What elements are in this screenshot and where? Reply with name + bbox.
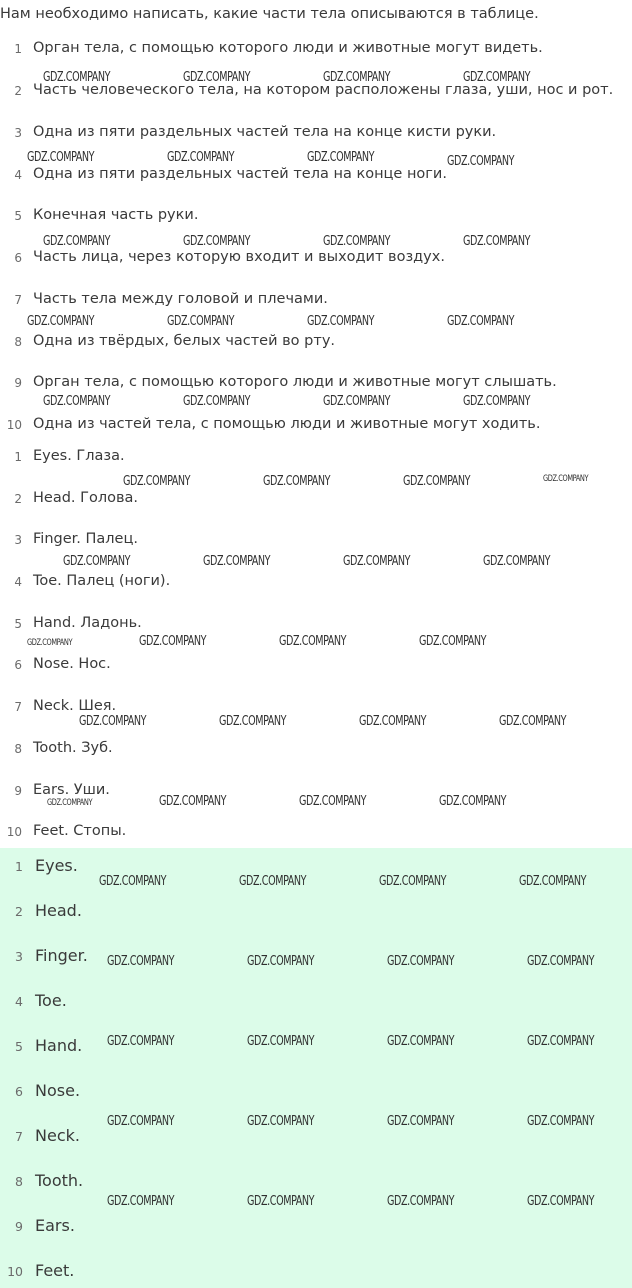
- watermark: GDZ.COMPANY: [387, 1194, 455, 1209]
- row-text: Nose. Нос.: [33, 656, 111, 672]
- watermark: GDZ.COMPANY: [323, 70, 391, 85]
- watermark: GDZ.COMPANY: [527, 1034, 595, 1049]
- row-text: Одна из пяти раздельных частей тела на конце кисти руки.: [33, 124, 497, 140]
- watermark: GDZ.COMPANY: [263, 474, 331, 489]
- watermark: GDZ.COMPANY: [47, 798, 93, 808]
- row-number: 6: [14, 251, 22, 265]
- row-text: Neck.: [35, 1126, 80, 1145]
- watermark: GDZ.COMPANY: [323, 234, 391, 249]
- watermark: GDZ.COMPANY: [543, 474, 589, 484]
- watermark: GDZ.COMPANY: [403, 474, 471, 489]
- row-number: 7: [14, 293, 22, 307]
- row-number: 7: [15, 1129, 23, 1144]
- row-text: Feet. Стопы.: [33, 823, 127, 839]
- row-text: Eyes.: [35, 856, 78, 875]
- row-number: 3: [14, 533, 22, 547]
- watermark: GDZ.COMPANY: [183, 394, 251, 409]
- watermark: GDZ.COMPANY: [447, 154, 515, 169]
- watermark: GDZ.COMPANY: [183, 70, 251, 85]
- watermark: GDZ.COMPANY: [527, 954, 595, 969]
- watermark: GDZ.COMPANY: [307, 150, 375, 165]
- watermark: GDZ.COMPANY: [359, 714, 427, 729]
- watermark: GDZ.COMPANY: [27, 314, 95, 329]
- watermark: GDZ.COMPANY: [159, 794, 227, 809]
- row-text: Hand. Ладонь.: [33, 615, 142, 631]
- row-text: Eyes. Глаза.: [33, 448, 125, 464]
- watermark: GDZ.COMPANY: [63, 554, 131, 569]
- watermark: GDZ.COMPANY: [167, 150, 235, 165]
- row-number: 5: [14, 617, 22, 631]
- watermark: GDZ.COMPANY: [483, 554, 551, 569]
- row-text: Одна из частей тела, с помощью люди и животные могут ходить.: [33, 416, 541, 432]
- row-text: Одна из твёрдых, белых частей во рту.: [33, 333, 336, 349]
- row-number: 5: [15, 1039, 23, 1054]
- row-text: Head.: [35, 901, 82, 920]
- watermark: GDZ.COMPANY: [247, 1194, 315, 1209]
- watermark: GDZ.COMPANY: [123, 474, 191, 489]
- watermark: GDZ.COMPANY: [43, 70, 111, 85]
- row-text: Neck. Шея.: [33, 698, 117, 714]
- row-text: Finger. Палец.: [33, 531, 138, 547]
- watermark: GDZ.COMPANY: [527, 1194, 595, 1209]
- row-number: 9: [14, 784, 22, 798]
- watermark: GDZ.COMPANY: [439, 794, 507, 809]
- row-number: 7: [14, 700, 22, 714]
- watermark: GDZ.COMPANY: [463, 394, 531, 409]
- row-text: Часть человеческого тела, на котором расположены глаза, уши, нос и рот.: [33, 82, 614, 98]
- row-text: Tooth.: [35, 1171, 84, 1190]
- row-text: Head. Голова.: [33, 490, 139, 506]
- row-number: 8: [14, 742, 22, 756]
- row-number: 3: [14, 126, 22, 140]
- watermark: GDZ.COMPANY: [43, 394, 111, 409]
- row-number: 4: [15, 994, 23, 1009]
- watermark: GDZ.COMPANY: [219, 714, 287, 729]
- row-number: 1: [14, 450, 22, 464]
- watermark: GDZ.COMPANY: [463, 234, 531, 249]
- row-text: Орган тела, с помощью которого люди и животные могут слышать.: [33, 374, 557, 390]
- row-text: Конечная часть руки.: [33, 207, 199, 223]
- watermark: GDZ.COMPANY: [447, 314, 515, 329]
- watermark: GDZ.COMPANY: [79, 714, 147, 729]
- row-number: 4: [14, 575, 22, 589]
- answers-block: [0, 848, 632, 1288]
- watermark: GDZ.COMPANY: [247, 1034, 315, 1049]
- row-number: 10: [6, 825, 22, 839]
- row-text: Ears.: [35, 1216, 75, 1235]
- row-number: 8: [15, 1174, 23, 1189]
- watermark: GDZ.COMPANY: [343, 554, 411, 569]
- row-number: 6: [15, 1084, 23, 1099]
- watermark: GDZ.COMPANY: [183, 234, 251, 249]
- watermark: GDZ.COMPANY: [247, 954, 315, 969]
- row-text: Toe. Палец (ноги).: [33, 573, 171, 589]
- row-text: Hand.: [35, 1036, 83, 1055]
- row-text: Nose.: [35, 1081, 81, 1100]
- row-number: 1: [14, 42, 22, 56]
- row-number: 4: [14, 168, 22, 182]
- row-text: Орган тела, с помощью которого люди и животные могут видеть.: [33, 40, 543, 56]
- watermark: GDZ.COMPANY: [419, 634, 487, 649]
- intro-text: Нам необходимо написать, какие части тела описываются в таблице.: [0, 6, 539, 22]
- watermark: GDZ.COMPANY: [167, 314, 235, 329]
- watermark: GDZ.COMPANY: [519, 874, 587, 889]
- row-number: 5: [14, 209, 22, 223]
- watermark: GDZ.COMPANY: [27, 638, 73, 648]
- watermark: GDZ.COMPANY: [239, 874, 307, 889]
- watermark: GDZ.COMPANY: [299, 794, 367, 809]
- row-number: 8: [14, 335, 22, 349]
- row-text: Tooth. Зуб.: [33, 740, 113, 756]
- watermark: GDZ.COMPANY: [279, 634, 347, 649]
- row-text: Часть тела между головой и плечами.: [33, 291, 328, 307]
- watermark: GDZ.COMPANY: [387, 1114, 455, 1129]
- watermark: GDZ.COMPANY: [387, 1034, 455, 1049]
- row-number: 6: [14, 658, 22, 672]
- watermark: GDZ.COMPANY: [387, 954, 455, 969]
- row-text: Feet.: [35, 1261, 75, 1280]
- watermark: GDZ.COMPANY: [307, 314, 375, 329]
- row-number: 9: [14, 376, 22, 390]
- watermark: GDZ.COMPANY: [107, 1114, 175, 1129]
- row-number: 2: [14, 492, 22, 506]
- row-text: Toe.: [35, 991, 67, 1010]
- watermark: GDZ.COMPANY: [527, 1114, 595, 1129]
- row-number: 2: [14, 84, 22, 98]
- watermark: GDZ.COMPANY: [107, 1034, 175, 1049]
- row-number: 3: [15, 949, 23, 964]
- row-number: 1: [15, 859, 23, 874]
- watermark: GDZ.COMPANY: [27, 150, 95, 165]
- watermark: GDZ.COMPANY: [43, 234, 111, 249]
- watermark: GDZ.COMPANY: [247, 1114, 315, 1129]
- watermark: GDZ.COMPANY: [107, 954, 175, 969]
- watermark: GDZ.COMPANY: [107, 1194, 175, 1209]
- row-number: 10: [6, 418, 22, 432]
- watermark: GDZ.COMPANY: [323, 394, 391, 409]
- watermark: GDZ.COMPANY: [139, 634, 207, 649]
- watermark: GDZ.COMPANY: [379, 874, 447, 889]
- row-number: 9: [15, 1219, 23, 1234]
- row-number: 2: [15, 904, 23, 919]
- row-text: Часть лица, через которую входит и выходит воздух.: [33, 249, 445, 265]
- row-text: Finger.: [35, 946, 88, 965]
- watermark: GDZ.COMPANY: [203, 554, 271, 569]
- watermark: GDZ.COMPANY: [463, 70, 531, 85]
- row-text: Одна из пяти раздельных частей тела на конце ноги.: [33, 166, 447, 182]
- row-number: 10: [7, 1264, 23, 1279]
- watermark: GDZ.COMPANY: [499, 714, 567, 729]
- row-text: Ears. Уши.: [33, 782, 110, 798]
- watermark: GDZ.COMPANY: [99, 874, 167, 889]
